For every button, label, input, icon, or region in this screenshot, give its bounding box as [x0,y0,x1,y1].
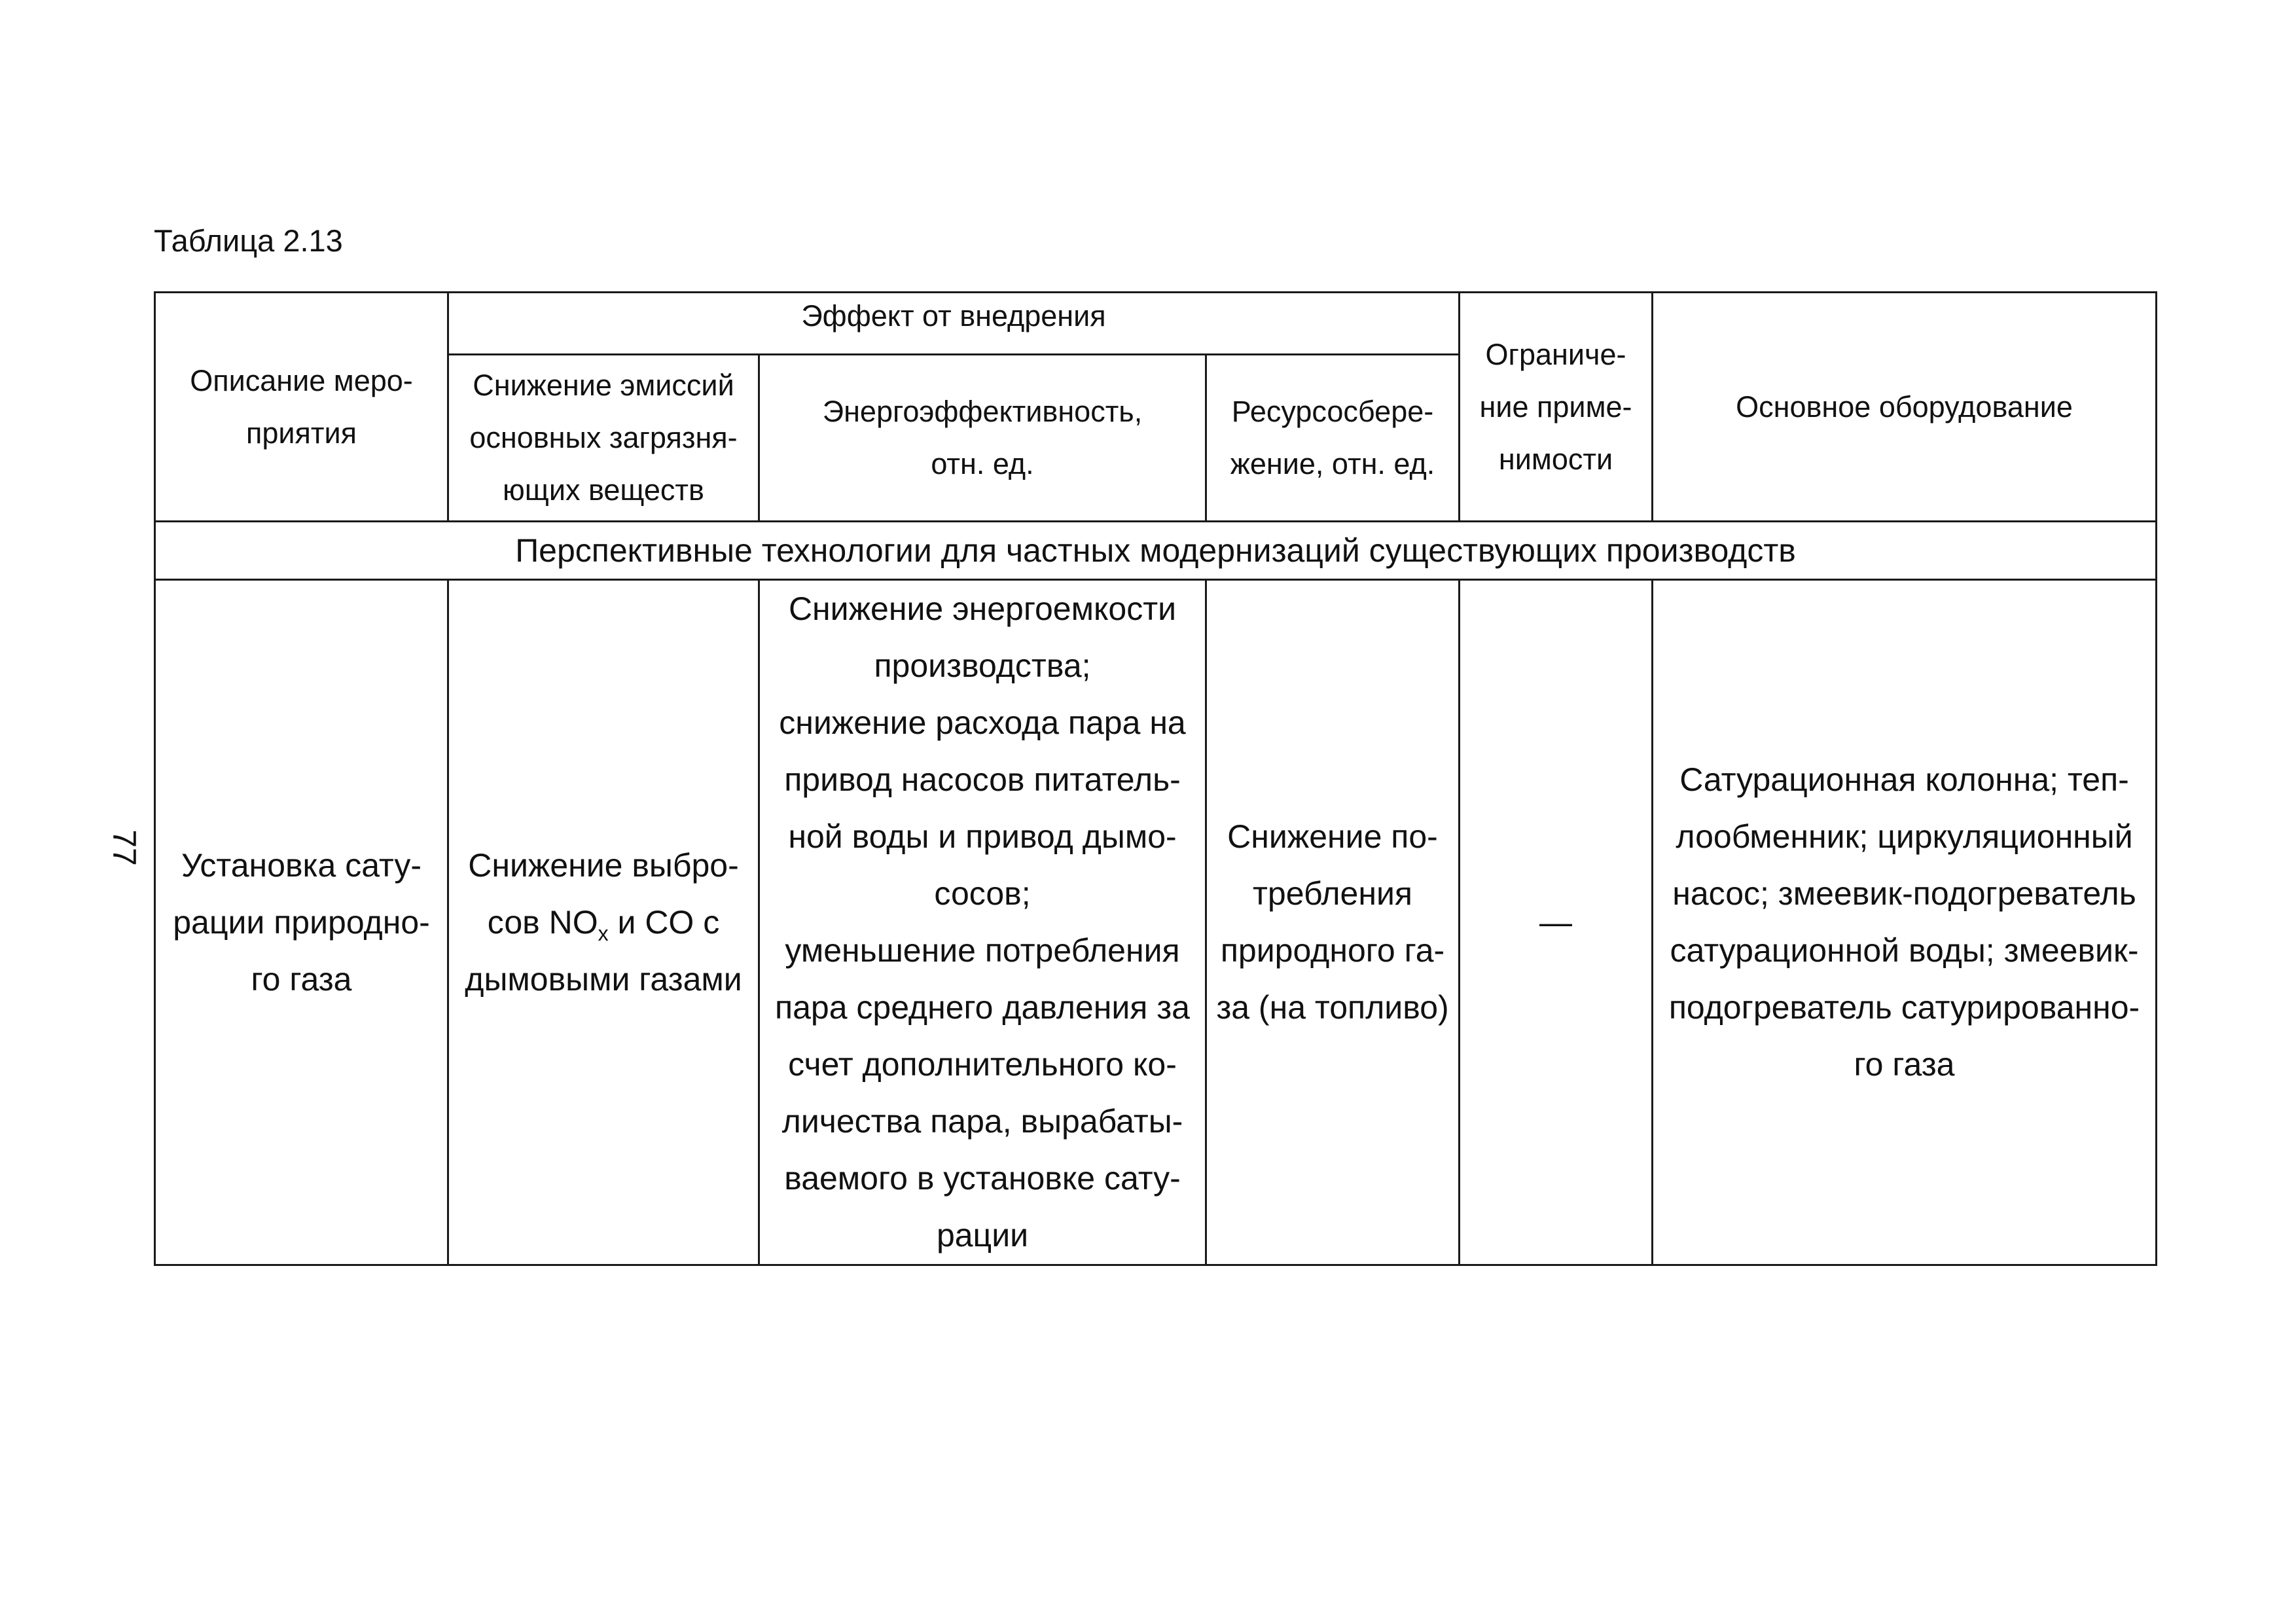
table-row [155,580,2157,1265]
section-title: Перспективные технологии для частных модернизаций существующих производств [155,522,2157,580]
subscript: x [598,921,609,945]
cell-line: пара среднего давления за [775,989,1190,1026]
cell-line: лообменник; циркуляционный [1676,818,2133,855]
cell-line: природного га- [1220,932,1445,969]
header-emissions [448,355,759,522]
cell-line: Снижение по- [1227,818,1438,855]
cell-equipment [1653,580,2157,1265]
header-emissions-line: основных загрязня- [469,421,738,454]
cell-line: уменьшение потребления [785,932,1180,969]
cell-resource [1206,580,1460,1265]
cell-line: ной воды и привод дымо- [788,818,1177,855]
header-resource-line: Ресурсосбере- [1231,395,1434,428]
header-row-top [155,293,2157,355]
cell-line: рации [936,1217,1029,1254]
cell-emissions [448,580,759,1265]
data-table [154,291,2157,1266]
header-description [155,293,448,522]
cell-description [155,580,448,1265]
cell-line: го газа [1854,1046,1955,1083]
table-caption: Таблица 2.13 [154,223,343,258]
header-resource-line: жение, отн. ед. [1230,447,1435,480]
cell-line: подогреватель сатурированно- [1668,989,2140,1026]
header-energy [759,355,1206,522]
cell-text: и CO с [608,903,720,941]
cell-line: насос; змеевик-подогреватель [1672,875,2136,912]
cell-line: го газа [251,960,352,998]
header-resource [1206,355,1460,522]
section-row [155,522,2157,580]
cell-line: производства; [874,647,1091,684]
cell-limits: — [1460,580,1653,1265]
header-emissions-line: ющих веществ [503,473,704,507]
header-limits-line: Ограниче- [1485,337,1626,371]
header-energy-line: отн. ед. [931,447,1034,480]
cell-energy [759,580,1206,1265]
cell-line: снижение расхода пара на [779,704,1186,741]
header-equipment: Основное оборудование [1653,293,2157,522]
page-number: 77 [106,829,143,866]
header-limits [1460,293,1653,522]
cell-line: сосов; [934,875,1031,912]
header-description-line: приятия [245,416,357,450]
header-description-line: Описание меро- [190,363,413,397]
header-energy-line: Энергоэффективность, [822,395,1143,428]
header-limits-line: ние приме- [1479,389,1632,424]
header-emissions-line: Снижение эмиссий [473,369,734,402]
cell-line: за (на топливо) [1216,989,1449,1026]
cell-line: Снижение энергоемкости [788,590,1177,627]
header-effect-group: Эффект от внедрения [448,293,1460,355]
cell-line: сатурационной воды; змеевик- [1670,932,2139,969]
cell-line [449,894,758,951]
cell-line: Снижение выбро- [468,846,739,884]
cell-line: дымовыми газами [465,960,742,998]
cell-line: Сатурационная колонна; теп- [1679,761,2129,798]
cell-line: рации природно- [173,903,430,941]
cell-line: ваемого в установке сату- [784,1160,1181,1197]
cell-line: привод насосов питатель- [784,761,1181,798]
cell-line: Установка сату- [181,846,422,884]
cell-line: счет дополнительного ко- [788,1046,1177,1083]
header-limits-line: нимости [1498,442,1613,476]
cell-line: требления [1253,875,1412,912]
cell-line: личества пара, вырабаты- [781,1103,1183,1140]
cell-text: сов NO [487,903,598,941]
